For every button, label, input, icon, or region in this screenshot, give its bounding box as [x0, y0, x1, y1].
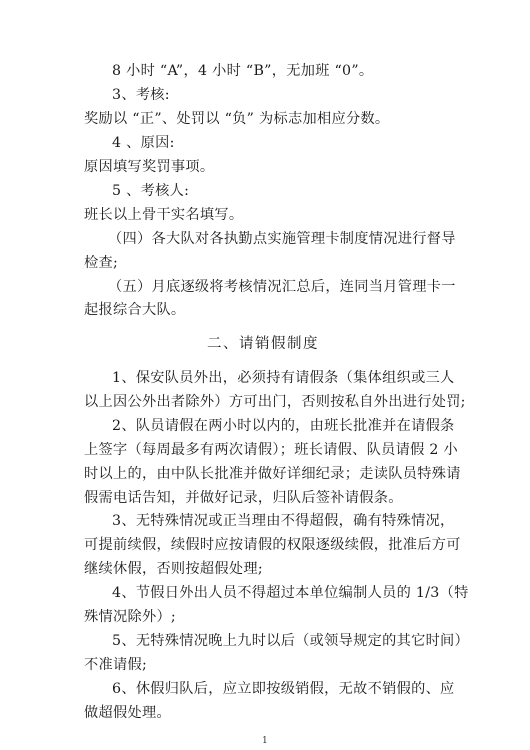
text-line-9: 检查;: [84, 254, 119, 271]
text-line-15: 2、队员请假在两小时以内的，由班长批准并在请假条: [112, 417, 455, 434]
text-line-24: 5、无特殊情况晚上九时以后（或领导规定的其它时间）: [112, 633, 470, 650]
text-line-19: 3、无特殊情况或正当理由不得超假，确有特殊情况，: [112, 513, 455, 530]
text-line-8: （四）各大队对各执勤点实施管理卡制度情况进行督导: [108, 230, 456, 247]
text-line-5: 原因填写奖罚事项。: [84, 158, 215, 175]
text-line-11: 起报综合大队。: [84, 302, 186, 319]
text-line-25: 不准请假;: [84, 657, 148, 674]
text-line-22: 4、节假日外出人员不得超过本单位编制人员的 1/3（特: [112, 585, 469, 602]
text-line-6: 5 、考核人:: [112, 182, 190, 199]
text-line-26: 6、休假归队后，应立即按级销假，无故不销假的、应: [112, 681, 455, 698]
text-line-1: 8 小时 “A”，4 小时 “B”，无加班 “0”。: [112, 63, 374, 79]
text-line-18: 假需电话告知，并做好记录，归队后签补请假条。: [84, 489, 403, 506]
text-line-17: 时以上的，由中队长批准并做好详细纪录；走读队员特殊请: [84, 465, 461, 482]
page-number: 1: [262, 736, 269, 746]
text-line-23: 殊情况除外）;: [84, 609, 177, 626]
text-line-10: （五）月底逐级将考核情况汇总后，连同当月管理卡一: [108, 278, 456, 295]
text-line-4: 4 、原因:: [112, 134, 175, 151]
text-line-27: 做超假处理。: [84, 705, 171, 722]
text-line-21: 继续休假，否则按超假处理;: [84, 561, 263, 578]
text-line-14: 以上因公外出者除外）方可出门，否则按私自外出进行处罚;: [84, 393, 466, 410]
text-line-7: 班长以上骨干实名填写。: [84, 206, 244, 223]
section-heading: 二、请销假制度: [207, 336, 319, 353]
text-line-13: 1、保安队员外出，必须持有请假条（集体组织或三人: [112, 369, 455, 386]
text-line-3: 奖励以 “正”、处罚以 “负” 为标志加相应分数。: [84, 110, 390, 127]
text-line-16: 上签字（每周最多有两次请假）；班长请假、队员请假 2 小: [84, 441, 459, 458]
text-line-20: 可提前续假，续假时应按请假的权限逐级续假，批准后方可: [84, 537, 461, 554]
text-line-2: 3、考核:: [112, 86, 170, 103]
